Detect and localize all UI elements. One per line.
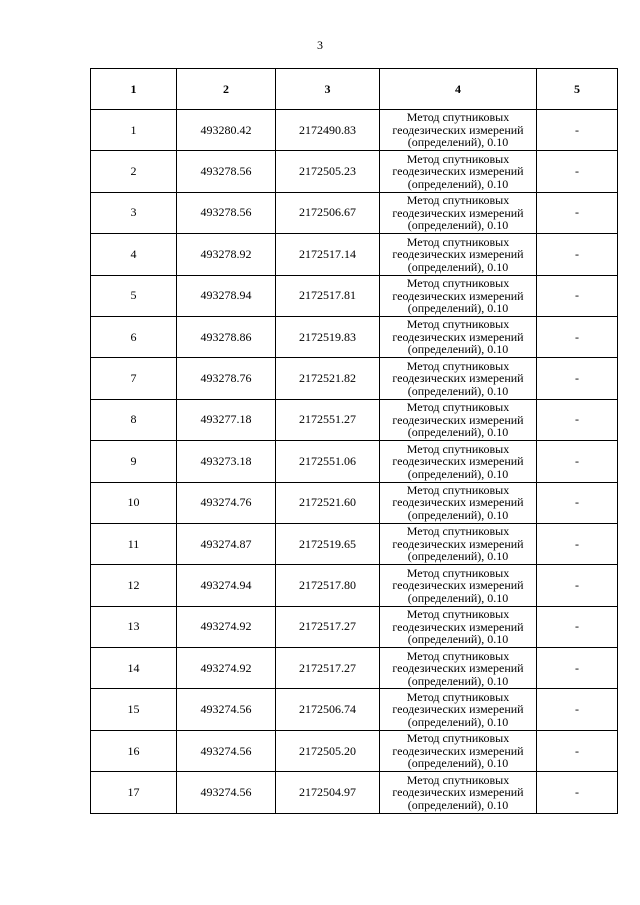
method-line: геодезических измерений <box>392 785 524 800</box>
method-cell <box>380 399 537 440</box>
method-line: Метод спутниковых <box>406 689 510 704</box>
table-row <box>91 689 618 730</box>
method-cell <box>380 192 537 233</box>
point-number-cell: 5 <box>91 275 177 316</box>
note-cell: - <box>537 730 618 771</box>
method-line: Метод спутниковых <box>406 441 510 456</box>
method-line: Метод спутниковых <box>406 234 510 249</box>
method-cell <box>380 689 537 730</box>
table-row <box>91 358 618 399</box>
page-number: 3 <box>317 38 323 52</box>
note-cell: - <box>537 482 618 523</box>
table-row <box>91 648 618 689</box>
table-row <box>91 234 618 275</box>
point-number-cell: 10 <box>91 482 177 523</box>
method-line: (определений), 0.10 <box>407 507 509 522</box>
x-coordinate-cell: 493274.92 <box>177 648 276 689</box>
point-number-cell: 11 <box>91 523 177 564</box>
method-line: (определений), 0.10 <box>407 466 509 481</box>
x-coordinate-cell: 493278.56 <box>177 192 276 233</box>
x-coordinate-cell: 493278.94 <box>177 275 276 316</box>
table-row <box>91 606 618 647</box>
x-coordinate-cell: 493278.76 <box>177 358 276 399</box>
y-coordinate-cell: 2172519.83 <box>276 316 380 357</box>
point-number-cell: 16 <box>91 730 177 771</box>
method-line: геодезических измерений <box>392 371 524 386</box>
method-line: геодезических измерений <box>392 412 524 427</box>
table-row <box>91 441 618 482</box>
x-coordinate-cell: 493280.42 <box>177 110 276 151</box>
method-cell <box>380 648 537 689</box>
header-cell-5: 5 <box>537 69 618 110</box>
method-cell <box>380 234 537 275</box>
method-cell <box>380 730 537 771</box>
note-cell: - <box>537 358 618 399</box>
y-coordinate-cell: 2172521.60 <box>276 482 380 523</box>
y-coordinate-cell: 2172551.06 <box>276 441 380 482</box>
method-line: (определений), 0.10 <box>407 301 509 315</box>
method-line: Метод спутниковых <box>406 317 510 332</box>
method-line: Метод спутниковых <box>406 731 510 746</box>
method-line: Метод спутниковых <box>406 607 510 622</box>
table-row <box>91 192 618 233</box>
method-line: (определений), 0.10 <box>407 218 509 233</box>
method-line: (определений), 0.10 <box>407 383 509 398</box>
note-cell: - <box>537 316 618 357</box>
point-number-cell: 3 <box>91 192 177 233</box>
method-line: (определений), 0.10 <box>407 632 509 647</box>
method-line: геодезических измерений <box>392 536 524 551</box>
x-coordinate-cell: 493278.92 <box>177 234 276 275</box>
point-number-cell: 13 <box>91 606 177 647</box>
method-cell <box>380 523 537 564</box>
method-cell <box>380 565 537 606</box>
x-coordinate-cell: 493274.56 <box>177 689 276 730</box>
y-coordinate-cell: 2172505.23 <box>276 151 380 192</box>
x-coordinate-cell: 493278.86 <box>177 316 276 357</box>
method-line: (определений), 0.10 <box>407 590 509 605</box>
y-coordinate-cell: 2172517.14 <box>276 234 380 275</box>
note-cell: - <box>537 399 618 440</box>
table-row <box>91 565 618 606</box>
y-coordinate-cell: 2172521.82 <box>276 358 380 399</box>
method-cell <box>380 358 537 399</box>
method-line: геодезических измерений <box>392 578 524 593</box>
y-coordinate-cell: 2172551.27 <box>276 399 380 440</box>
table-row <box>91 772 618 813</box>
method-cell <box>380 606 537 647</box>
x-coordinate-cell: 493274.76 <box>177 482 276 523</box>
header-cell-3: 3 <box>276 69 380 110</box>
point-number-cell: 9 <box>91 441 177 482</box>
method-line: геодезических измерений <box>392 743 524 758</box>
note-cell: - <box>537 234 618 275</box>
method-line: геодезических измерений <box>392 247 524 262</box>
point-number-cell: 7 <box>91 358 177 399</box>
method-line: геодезических измерений <box>392 205 524 220</box>
point-number-cell: 12 <box>91 565 177 606</box>
method-line: (определений), 0.10 <box>407 425 509 440</box>
point-number-cell: 17 <box>91 772 177 813</box>
table-row <box>91 316 618 357</box>
method-line: геодезических измерений <box>392 495 524 510</box>
method-cell <box>380 772 537 813</box>
method-line: геодезических измерений <box>392 164 524 179</box>
method-line: Метод спутниковых <box>406 276 510 290</box>
table-row <box>91 275 618 316</box>
method-cell <box>380 316 537 357</box>
method-cell <box>380 482 537 523</box>
method-line: Метод спутниковых <box>406 193 510 208</box>
y-coordinate-cell: 2172519.65 <box>276 523 380 564</box>
note-cell: - <box>537 523 618 564</box>
y-coordinate-cell: 2172505.20 <box>276 730 380 771</box>
header-cell-4: 4 <box>380 69 537 110</box>
y-coordinate-cell: 2172504.97 <box>276 772 380 813</box>
method-cell <box>380 110 537 151</box>
note-cell: - <box>537 565 618 606</box>
method-line: Метод спутниковых <box>406 482 510 497</box>
method-line: геодезических измерений <box>392 702 524 717</box>
note-cell: - <box>537 441 618 482</box>
method-line: Метод спутниковых <box>406 110 510 125</box>
method-line: Метод спутниковых <box>406 151 510 166</box>
x-coordinate-cell: 493278.56 <box>177 151 276 192</box>
note-cell: - <box>537 606 618 647</box>
method-line: геодезических измерений <box>392 329 524 344</box>
point-number-cell: 6 <box>91 316 177 357</box>
point-number-cell: 1 <box>91 110 177 151</box>
point-number-cell: 4 <box>91 234 177 275</box>
y-coordinate-cell: 2172506.67 <box>276 192 380 233</box>
point-number-cell: 8 <box>91 399 177 440</box>
method-cell <box>380 151 537 192</box>
table-header-row <box>91 69 618 110</box>
note-cell: - <box>537 772 618 813</box>
note-cell: - <box>537 151 618 192</box>
method-line: Метод спутниковых <box>406 400 510 415</box>
method-line: геодезических измерений <box>392 619 524 634</box>
note-cell: - <box>537 192 618 233</box>
point-number-cell: 15 <box>91 689 177 730</box>
note-cell: - <box>537 110 618 151</box>
point-number-cell: 2 <box>91 151 177 192</box>
y-coordinate-cell: 2172506.74 <box>276 689 380 730</box>
y-coordinate-cell: 2172517.80 <box>276 565 380 606</box>
method-line: (определений), 0.10 <box>407 714 509 729</box>
method-line: (определений), 0.10 <box>407 135 509 150</box>
y-coordinate-cell: 2172517.27 <box>276 606 380 647</box>
method-line: Метод спутниковых <box>406 524 510 539</box>
method-line: (определений), 0.10 <box>407 176 509 191</box>
y-coordinate-cell: 2172517.27 <box>276 648 380 689</box>
y-coordinate-cell: 2172517.81 <box>276 275 380 316</box>
method-line: (определений), 0.10 <box>407 342 509 357</box>
method-line: (определений), 0.10 <box>407 756 509 771</box>
x-coordinate-cell: 493274.56 <box>177 730 276 771</box>
method-line: Метод спутниковых <box>406 648 510 663</box>
method-line: геодезических измерений <box>392 122 524 137</box>
x-coordinate-cell: 493274.92 <box>177 606 276 647</box>
note-cell: - <box>537 648 618 689</box>
table-row <box>91 151 618 192</box>
method-line: Метод спутниковых <box>406 772 510 787</box>
method-line: (определений), 0.10 <box>407 259 509 274</box>
note-cell: - <box>537 275 618 316</box>
note-cell: - <box>537 689 618 730</box>
coordinates-table <box>90 68 618 814</box>
method-line: геодезических измерений <box>392 454 524 469</box>
x-coordinate-cell: 493273.18 <box>177 441 276 482</box>
method-line: (определений), 0.10 <box>407 797 509 812</box>
table-row <box>91 399 618 440</box>
table-row <box>91 110 618 151</box>
method-cell <box>380 275 537 316</box>
method-line: геодезических измерений <box>392 661 524 676</box>
method-cell <box>380 441 537 482</box>
method-line: геодезических измерений <box>392 288 524 303</box>
header-cell-2: 2 <box>177 69 276 110</box>
table-row <box>91 523 618 564</box>
x-coordinate-cell: 493277.18 <box>177 399 276 440</box>
x-coordinate-cell: 493274.94 <box>177 565 276 606</box>
table-row <box>91 730 618 771</box>
method-line: Метод спутниковых <box>406 565 510 580</box>
x-coordinate-cell: 493274.87 <box>177 523 276 564</box>
header-cell-1: 1 <box>91 69 177 110</box>
y-coordinate-cell: 2172490.83 <box>276 110 380 151</box>
x-coordinate-cell: 493274.56 <box>177 772 276 813</box>
table-body <box>91 110 618 814</box>
method-line: (определений), 0.10 <box>407 549 509 564</box>
table-row <box>91 482 618 523</box>
point-number-cell: 14 <box>91 648 177 689</box>
method-line: (определений), 0.10 <box>407 673 509 688</box>
method-line: Метод спутниковых <box>406 358 510 373</box>
